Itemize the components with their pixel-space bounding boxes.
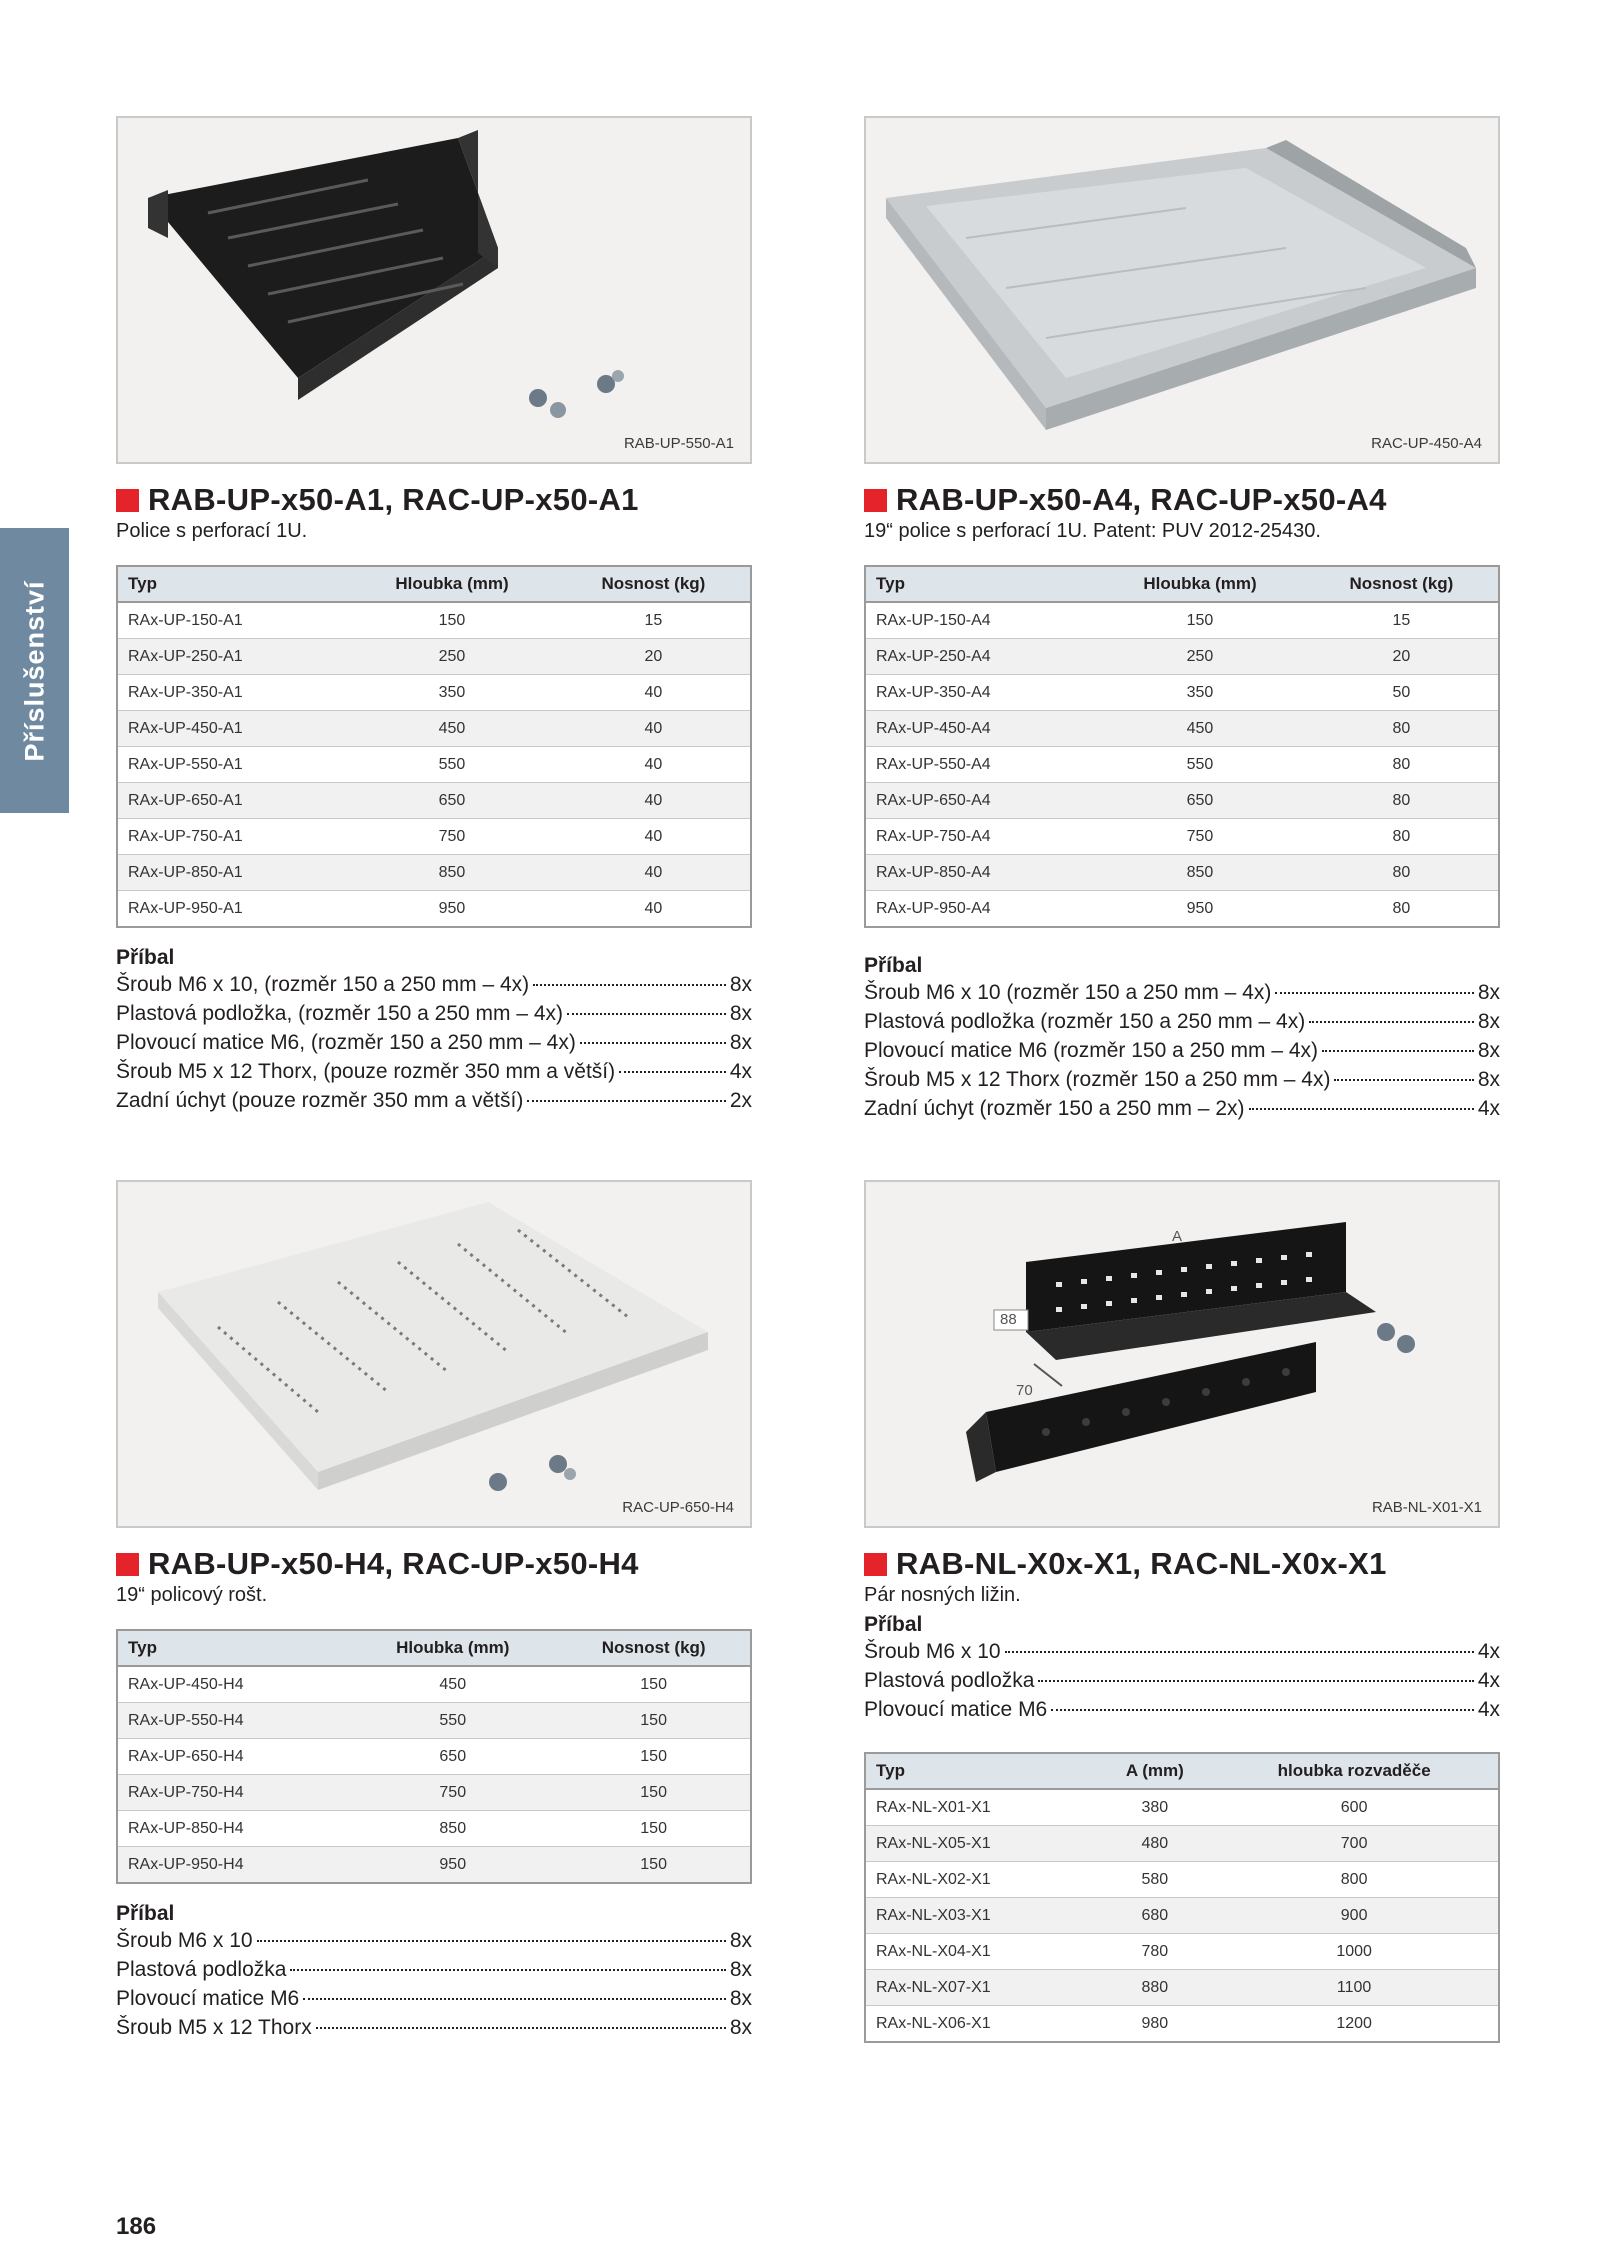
dot-leader bbox=[303, 1998, 726, 2000]
red-square-bullet bbox=[116, 1553, 139, 1576]
table-header-row bbox=[865, 1753, 1499, 1789]
table-cell: 80 bbox=[1305, 783, 1499, 819]
side-tab-label: Příslušenství bbox=[19, 579, 49, 762]
table-cell: 850 bbox=[1095, 855, 1305, 891]
dimension-label-height: 88 bbox=[1000, 1311, 1017, 1328]
table-cell: RAx-UP-650-A4 bbox=[865, 783, 1095, 819]
pribal-item-name: Šroub M6 x 10 bbox=[864, 1640, 1001, 1663]
pribal-item-qty: 2x bbox=[729, 1089, 752, 1112]
table-cell: RAx-NL-X04-X1 bbox=[865, 1934, 1099, 1970]
table-header-row bbox=[117, 1630, 751, 1666]
pribal-heading: Příbal bbox=[864, 954, 923, 977]
table-cell: RAx-UP-450-A4 bbox=[865, 711, 1095, 747]
table-cell: 450 bbox=[347, 711, 557, 747]
table-cell: RAx-UP-850-A1 bbox=[117, 855, 347, 891]
table-row bbox=[865, 1934, 1499, 1970]
table-cell: 850 bbox=[347, 855, 557, 891]
table-cell: RAx-UP-650-A1 bbox=[117, 783, 347, 819]
product-photo-rails bbox=[864, 1180, 1500, 1528]
product-title: RAB-UP-x50-A1, RAC-UP-x50-A1 bbox=[148, 482, 639, 517]
table-cell: 80 bbox=[1305, 819, 1499, 855]
table-cell: 980 bbox=[1099, 2006, 1210, 2043]
product-subtitle: 19“ policový rošt. bbox=[116, 1584, 268, 1606]
table-cell: RAx-UP-150-A1 bbox=[117, 602, 347, 639]
table-cell: RAx-UP-450-A1 bbox=[117, 711, 347, 747]
pribal-item-name: Šroub M6 x 10 bbox=[116, 1929, 253, 1952]
table-cell: RAx-NL-X07-X1 bbox=[865, 1970, 1099, 2006]
table-cell: RAx-UP-550-A1 bbox=[117, 747, 347, 783]
page-number: 186 bbox=[116, 2213, 157, 2240]
table-row bbox=[865, 602, 1499, 639]
table-cell: 550 bbox=[1095, 747, 1305, 783]
pribal-item-name: Plovoucí matice M6 bbox=[864, 1698, 1048, 1721]
table-cell: 550 bbox=[347, 747, 557, 783]
table-row bbox=[865, 783, 1499, 819]
table-header: Hloubka (mm) bbox=[1095, 566, 1305, 602]
table-cell: 20 bbox=[557, 639, 751, 675]
table-cell: RAx-UP-750-A1 bbox=[117, 819, 347, 855]
pribal-item bbox=[116, 999, 752, 1028]
pribal-item-qty: 4x bbox=[729, 1060, 752, 1083]
product-subtitle: Police s perforací 1U. bbox=[116, 520, 308, 542]
pribal-item-qty: 8x bbox=[1477, 1039, 1500, 1062]
pribal-heading: Příbal bbox=[864, 1613, 923, 1636]
table-row bbox=[865, 747, 1499, 783]
product-block-h4 bbox=[116, 1180, 752, 2042]
pribal-item-name: Šroub M6 x 10, (rozměr 150 a 250 mm – 4x) bbox=[116, 973, 530, 996]
pribal-item bbox=[864, 1007, 1500, 1036]
table-cell: 350 bbox=[1095, 675, 1305, 711]
table-header: Nosnost (kg) bbox=[1305, 566, 1499, 602]
dot-leader bbox=[619, 1071, 726, 1073]
table-cell: RAx-UP-750-H4 bbox=[117, 1775, 348, 1811]
table-cell: 40 bbox=[557, 819, 751, 855]
table-row bbox=[865, 675, 1499, 711]
pribal-heading: Příbal bbox=[116, 946, 175, 969]
pribal-item-qty: 4x bbox=[1477, 1669, 1500, 1692]
pribal-item bbox=[864, 1695, 1500, 1724]
photo-caption: RAB-NL-X01-X1 bbox=[1371, 1499, 1482, 1516]
pribal-item-name: Zadní úchyt (pouze rozměr 350 mm a větší) bbox=[116, 1089, 524, 1112]
pribal-item-name: Šroub M5 x 12 Thorx (rozměr 150 a 250 mm – 4x) bbox=[864, 1068, 1331, 1091]
table-cell: 600 bbox=[1210, 1789, 1499, 1826]
pribal-item-qty: 8x bbox=[729, 1002, 752, 1025]
pribal-item-name: Plovoucí matice M6, (rozměr 150 a 250 mm – 4x) bbox=[116, 1031, 576, 1054]
pribal-item-name: Plovoucí matice M6 bbox=[116, 1987, 300, 2010]
table-cell: 80 bbox=[1305, 711, 1499, 747]
table-cell: RAx-NL-X01-X1 bbox=[865, 1789, 1099, 1826]
product-photo-a1 bbox=[116, 116, 752, 464]
grate-shelf-illustration bbox=[118, 1182, 750, 1526]
product-block-a1 bbox=[116, 116, 752, 1115]
table-cell: 950 bbox=[347, 891, 557, 928]
table-cell: 1200 bbox=[1210, 2006, 1499, 2043]
table-row bbox=[117, 675, 751, 711]
pribal-item-name: Plastová podložka, (rozměr 150 a 250 mm – 4x) bbox=[116, 1002, 564, 1025]
pribal-item bbox=[864, 1094, 1500, 1123]
table-cell: RAx-UP-950-H4 bbox=[117, 1847, 348, 1884]
pribal-item-qty: 8x bbox=[729, 1958, 752, 1981]
table-header-row bbox=[117, 566, 751, 602]
pribal-item bbox=[864, 1036, 1500, 1065]
table-cell: 80 bbox=[1305, 855, 1499, 891]
pribal-item bbox=[864, 1637, 1500, 1666]
table-cell: 900 bbox=[1210, 1898, 1499, 1934]
table-cell: 150 bbox=[557, 1847, 751, 1884]
table-row bbox=[117, 1703, 751, 1739]
table-cell: RAx-UP-750-A4 bbox=[865, 819, 1095, 855]
table-cell: 40 bbox=[557, 675, 751, 711]
table-row bbox=[865, 711, 1499, 747]
table-row bbox=[117, 747, 751, 783]
pribal-item-qty: 8x bbox=[1477, 981, 1500, 1004]
table-cell: 800 bbox=[1210, 1862, 1499, 1898]
table-row bbox=[865, 639, 1499, 675]
table-cell: RAx-UP-250-A4 bbox=[865, 639, 1095, 675]
pribal-item-name: Zadní úchyt (rozměr 150 a 250 mm – 2x) bbox=[864, 1097, 1245, 1120]
pribal-item-qty: 8x bbox=[1477, 1010, 1500, 1033]
table-cell: 950 bbox=[348, 1847, 557, 1884]
table-cell: 40 bbox=[557, 855, 751, 891]
product-photo-h4 bbox=[116, 1180, 752, 1528]
table-row bbox=[117, 1739, 751, 1775]
dot-leader bbox=[1334, 1079, 1473, 1081]
table-cell: 150 bbox=[1095, 602, 1305, 639]
pribal-item-qty: 8x bbox=[729, 1929, 752, 1952]
table-row bbox=[117, 1847, 751, 1884]
red-square-bullet bbox=[864, 1553, 887, 1576]
table-row bbox=[865, 855, 1499, 891]
table-cell: RAx-UP-350-A4 bbox=[865, 675, 1095, 711]
product-block-a4 bbox=[864, 116, 1500, 1123]
table-cell: RAx-UP-850-A4 bbox=[865, 855, 1095, 891]
table-header: A (mm) bbox=[1099, 1753, 1210, 1789]
product-photo-a4 bbox=[864, 116, 1500, 464]
product-title: RAB-UP-x50-H4, RAC-UP-x50-H4 bbox=[148, 1546, 639, 1581]
dimension-label-depth: 70 bbox=[1016, 1382, 1033, 1399]
dimension-label-a: A bbox=[1172, 1228, 1183, 1245]
pribal-item bbox=[116, 1028, 752, 1057]
table-cell: 350 bbox=[347, 675, 557, 711]
table-cell: 150 bbox=[557, 1666, 751, 1703]
table-cell: RAx-UP-550-H4 bbox=[117, 1703, 348, 1739]
table-cell: 550 bbox=[348, 1703, 557, 1739]
product-title: RAB-UP-x50-A4, RAC-UP-x50-A4 bbox=[896, 482, 1387, 517]
pribal-item bbox=[116, 1984, 752, 2013]
pribal-item-name: Plastová podložka bbox=[864, 1669, 1035, 1692]
table-row bbox=[117, 1811, 751, 1847]
dot-leader bbox=[1005, 1651, 1474, 1653]
table-cell: RAx-UP-550-A4 bbox=[865, 747, 1095, 783]
pribal-item-qty: 8x bbox=[729, 2016, 752, 2039]
table-cell: 80 bbox=[1305, 747, 1499, 783]
table-row bbox=[865, 1970, 1499, 2006]
pribal-item-qty: 8x bbox=[729, 1031, 752, 1054]
table-row bbox=[117, 819, 751, 855]
shelf-grey-illustration bbox=[866, 118, 1498, 462]
table-cell: RAx-UP-450-H4 bbox=[117, 1666, 348, 1703]
table-cell: 1100 bbox=[1210, 1970, 1499, 2006]
table-row bbox=[117, 855, 751, 891]
table-cell: RAx-NL-X03-X1 bbox=[865, 1898, 1099, 1934]
table-row bbox=[865, 1826, 1499, 1862]
table-cell: 150 bbox=[557, 1775, 751, 1811]
pribal-item bbox=[116, 970, 752, 999]
table-row bbox=[117, 711, 751, 747]
table-header-row bbox=[865, 566, 1499, 602]
table-cell: 40 bbox=[557, 747, 751, 783]
pribal-item-qty: 8x bbox=[729, 1987, 752, 2010]
table-cell: 80 bbox=[1305, 891, 1499, 928]
table-header: Typ bbox=[865, 1753, 1099, 1789]
table-cell: RAx-UP-950-A4 bbox=[865, 891, 1095, 928]
table-header: Nosnost (kg) bbox=[557, 566, 751, 602]
table-cell: 650 bbox=[347, 783, 557, 819]
pribal-item-qty: 4x bbox=[1477, 1698, 1500, 1721]
spec-table bbox=[116, 565, 752, 928]
photo-caption: RAC-UP-450-A4 bbox=[1371, 435, 1482, 452]
table-cell: RAx-NL-X02-X1 bbox=[865, 1862, 1099, 1898]
table-cell: 150 bbox=[347, 602, 557, 639]
pribal-item-qty: 4x bbox=[1477, 1097, 1500, 1120]
dot-leader bbox=[1038, 1680, 1473, 1682]
table-cell: 700 bbox=[1210, 1826, 1499, 1862]
pribal-item-qty: 4x bbox=[1477, 1640, 1500, 1663]
dot-leader bbox=[1309, 1021, 1474, 1023]
table-cell: 150 bbox=[557, 1703, 751, 1739]
table-cell: 480 bbox=[1099, 1826, 1210, 1862]
table-row bbox=[865, 1898, 1499, 1934]
table-cell: 780 bbox=[1099, 1934, 1210, 1970]
pribal-item-name: Plovoucí matice M6 (rozměr 150 a 250 mm – 4x) bbox=[864, 1039, 1319, 1062]
table-header: hloubka rozvaděče bbox=[1210, 1753, 1499, 1789]
table-cell: 40 bbox=[557, 783, 751, 819]
table-cell: RAx-NL-X05-X1 bbox=[865, 1826, 1099, 1862]
pribal-item bbox=[864, 978, 1500, 1007]
spec-table bbox=[116, 1629, 752, 1884]
table-cell: 380 bbox=[1099, 1789, 1210, 1826]
table-row bbox=[865, 1862, 1499, 1898]
table-cell: 450 bbox=[1095, 711, 1305, 747]
pribal-item bbox=[116, 1926, 752, 1955]
table-cell: 40 bbox=[557, 891, 751, 928]
table-cell: 880 bbox=[1099, 1970, 1210, 2006]
dot-leader bbox=[1275, 992, 1473, 994]
spec-table bbox=[864, 565, 1500, 928]
table-cell: 750 bbox=[347, 819, 557, 855]
table-row bbox=[117, 602, 751, 639]
table-row bbox=[117, 783, 751, 819]
table-row bbox=[117, 1775, 751, 1811]
pribal-item-qty: 8x bbox=[1477, 1068, 1500, 1091]
table-header: Hloubka (mm) bbox=[347, 566, 557, 602]
dot-leader bbox=[1051, 1709, 1474, 1711]
dot-leader bbox=[1249, 1108, 1474, 1110]
table-cell: 250 bbox=[1095, 639, 1305, 675]
dot-leader bbox=[257, 1940, 726, 1942]
table-row bbox=[117, 1666, 751, 1703]
table-cell: RAx-UP-350-A1 bbox=[117, 675, 347, 711]
table-cell: 15 bbox=[1305, 602, 1499, 639]
table-cell: 850 bbox=[348, 1811, 557, 1847]
table-cell: 750 bbox=[1095, 819, 1305, 855]
table-cell: 650 bbox=[348, 1739, 557, 1775]
table-cell: 150 bbox=[557, 1811, 751, 1847]
product-title: RAB-NL-X0x-X1, RAC-NL-X0x-X1 bbox=[896, 1546, 1387, 1581]
table-cell: RAx-UP-250-A1 bbox=[117, 639, 347, 675]
table-cell: 40 bbox=[557, 711, 751, 747]
product-block-rails bbox=[864, 1180, 1500, 2043]
table-row bbox=[865, 1789, 1499, 1826]
dot-leader bbox=[290, 1969, 725, 1971]
pribal-item bbox=[116, 2013, 752, 2042]
photo-caption: RAB-UP-550-A1 bbox=[623, 435, 734, 452]
pribal-item-name: Šroub M6 x 10 (rozměr 150 a 250 mm – 4x) bbox=[864, 981, 1272, 1004]
table-cell: 580 bbox=[1099, 1862, 1210, 1898]
table-cell: 680 bbox=[1099, 1898, 1210, 1934]
table-cell: RAx-UP-650-H4 bbox=[117, 1739, 348, 1775]
table-cell: 20 bbox=[1305, 639, 1499, 675]
pribal-item-name: Plastová podložka (rozměr 150 a 250 mm – 4x) bbox=[864, 1010, 1306, 1033]
table-cell: 750 bbox=[348, 1775, 557, 1811]
spec-table bbox=[864, 1752, 1500, 2043]
table-header: Nosnost (kg) bbox=[557, 1630, 751, 1666]
pribal-item-qty: 8x bbox=[729, 973, 752, 996]
section-side-tab bbox=[0, 528, 69, 813]
dot-leader bbox=[567, 1013, 726, 1015]
red-square-bullet bbox=[116, 489, 139, 512]
table-cell: 250 bbox=[347, 639, 557, 675]
pribal-item bbox=[864, 1666, 1500, 1695]
table-cell: 50 bbox=[1305, 675, 1499, 711]
table-cell: RAx-UP-950-A1 bbox=[117, 891, 347, 928]
table-row bbox=[865, 2006, 1499, 2043]
pribal-item-name: Šroub M5 x 12 Thorx bbox=[116, 2016, 312, 2039]
table-header: Typ bbox=[117, 1630, 348, 1666]
table-cell: 650 bbox=[1095, 783, 1305, 819]
table-cell: 450 bbox=[348, 1666, 557, 1703]
shelf-black-illustration bbox=[118, 118, 750, 462]
table-row bbox=[117, 891, 751, 928]
pribal-heading: Příbal bbox=[116, 1902, 175, 1925]
pribal-item-name: Plastová podložka bbox=[116, 1958, 287, 1981]
table-cell: 15 bbox=[557, 602, 751, 639]
product-subtitle: 19“ police s perforací 1U. Patent: PUV 2012-25430. bbox=[864, 520, 1321, 542]
table-header: Typ bbox=[117, 566, 347, 602]
table-cell: RAx-UP-850-H4 bbox=[117, 1811, 348, 1847]
table-row bbox=[865, 891, 1499, 928]
pribal-item bbox=[864, 1065, 1500, 1094]
table-cell: 150 bbox=[557, 1739, 751, 1775]
dot-leader bbox=[527, 1100, 725, 1102]
table-cell: RAx-NL-X06-X1 bbox=[865, 2006, 1099, 2043]
pribal-item bbox=[116, 1955, 752, 1984]
product-subtitle: Pár nosných ližin. bbox=[864, 1584, 1021, 1606]
table-cell: 950 bbox=[1095, 891, 1305, 928]
pribal-item bbox=[116, 1086, 752, 1115]
table-header: Typ bbox=[865, 566, 1095, 602]
red-square-bullet bbox=[864, 489, 887, 512]
dot-leader bbox=[316, 2027, 726, 2029]
table-row bbox=[117, 639, 751, 675]
pribal-item-name: Šroub M5 x 12 Thorx, (pouze rozměr 350 mm a větší) bbox=[116, 1060, 616, 1083]
dot-leader bbox=[533, 984, 726, 986]
table-cell: 1000 bbox=[1210, 1934, 1499, 1970]
dot-leader bbox=[580, 1042, 726, 1044]
table-cell: RAx-UP-150-A4 bbox=[865, 602, 1095, 639]
pribal-item bbox=[116, 1057, 752, 1086]
table-row bbox=[865, 819, 1499, 855]
dot-leader bbox=[1322, 1050, 1474, 1052]
photo-caption: RAC-UP-650-H4 bbox=[622, 1499, 734, 1516]
table-header: Hloubka (mm) bbox=[348, 1630, 557, 1666]
